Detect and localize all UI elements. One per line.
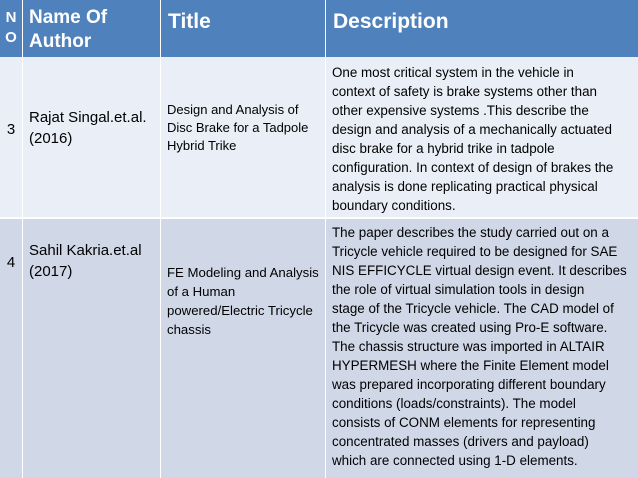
author-name: Sahil Kakria.et.al (2017) bbox=[29, 242, 142, 280]
author-name: Rajat Singal.et.al. (2016) bbox=[29, 109, 147, 147]
cell-description bbox=[325, 219, 638, 478]
cell-author bbox=[22, 57, 160, 217]
paper-description: The paper describes the study carried out on a Tricycle vehicle required to be designed for SAE NIS EFFICYCLE virtual design event. It describes the role of virtual simulation tools in design stage of the Tricycle vehicle. The CAD model of the Tricycle was created using Pro-E software. The chassis structure was imported in ALTAIR HYPERMESH where the Finite Element model was prepared incorporating different boundary conditions (loads/constraints). The model consists of CONM elements for representing concentrated masses (drivers and payload) which are connected using 1-D elements. bbox=[332, 225, 627, 468]
paper-description: One most critical system in the vehicle in context of safety is brake systems other than other expensive systems .This describe the design and analysis of a mechanically actuated disc brake for a hybrid trike in tadpole configuration. In context of design of brakes the analysis is done replicating practical physical boundary conditions. bbox=[332, 65, 614, 213]
cell-no bbox=[0, 219, 22, 478]
cell-title bbox=[160, 57, 325, 217]
cell-title bbox=[160, 219, 325, 478]
row-number: 4 bbox=[6, 254, 16, 271]
header-no bbox=[0, 0, 22, 57]
header-title bbox=[160, 0, 325, 57]
paper-title: Design and Analysis of Disc Brake for a Tadpole Hybrid Trike bbox=[167, 102, 309, 153]
cell-description bbox=[325, 57, 638, 217]
table-row bbox=[0, 57, 638, 217]
cell-no bbox=[0, 57, 22, 217]
table-row bbox=[0, 217, 638, 478]
row-number: 3 bbox=[6, 121, 16, 138]
paper-title: FE Modeling and Analysis of a Human powered/Electric Tricycle chassis bbox=[167, 265, 319, 337]
header-description-label: Description bbox=[333, 10, 449, 33]
header-title-label: Title bbox=[168, 10, 211, 33]
header-author bbox=[22, 0, 160, 57]
cell-author bbox=[22, 219, 160, 478]
header-no-label: N O bbox=[5, 9, 17, 46]
header-description bbox=[325, 0, 638, 57]
header-author-label: Name Of Author bbox=[29, 7, 108, 52]
